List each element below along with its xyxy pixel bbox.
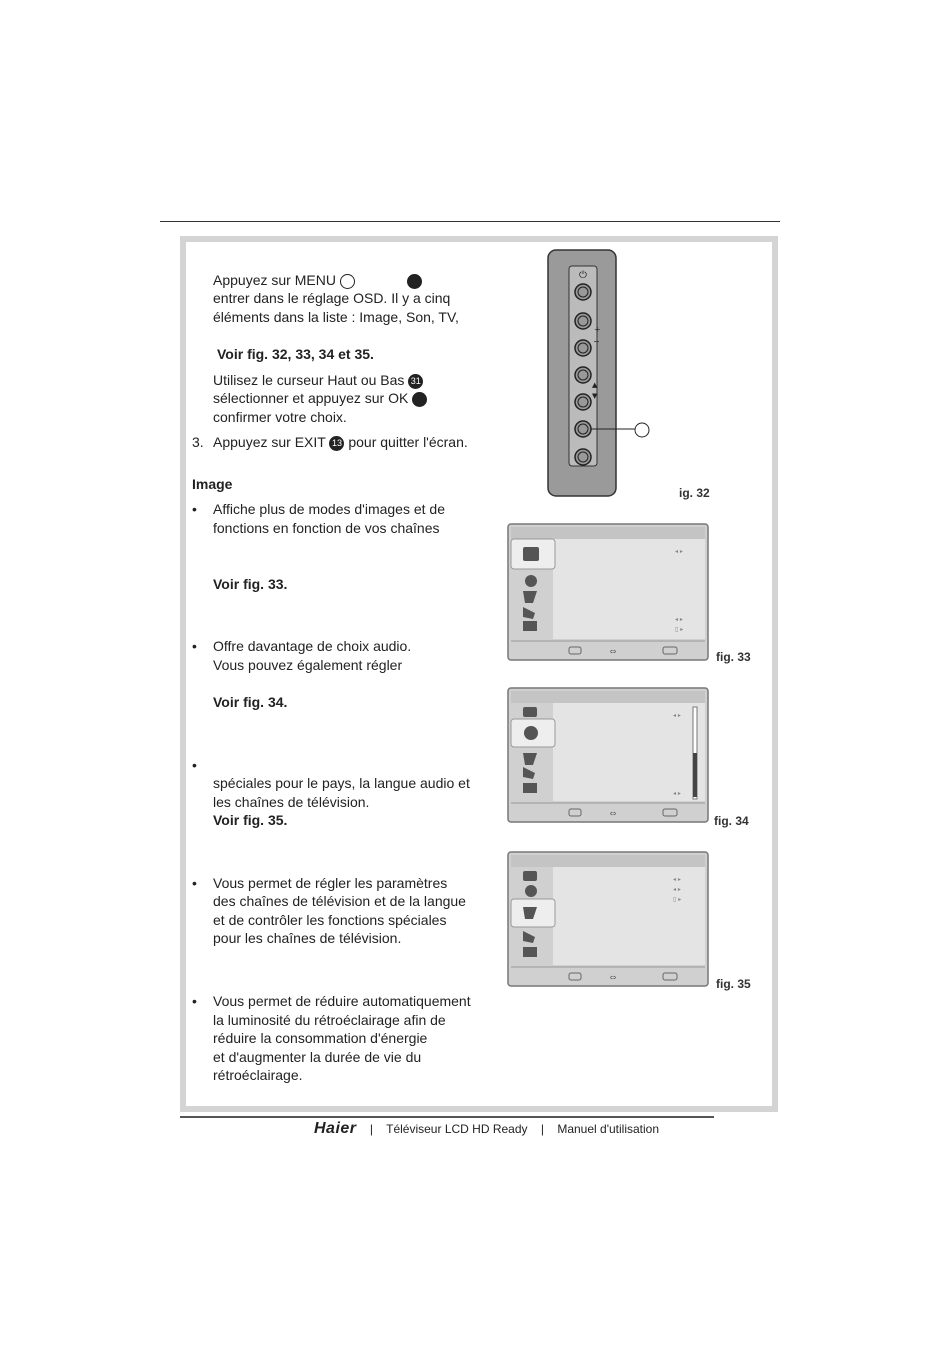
eco-line3: réduire la consommation d'énergie (213, 1030, 428, 1046)
footer-product: Téléviseur LCD HD Ready (386, 1122, 528, 1136)
image-heading: Image (192, 476, 233, 492)
sound-line1: Offre davantage de choix audio. (213, 638, 412, 654)
brand-logo: Haier (314, 1120, 357, 1137)
intro-line3: éléments dans la liste : Image, Son, TV, (213, 309, 459, 325)
svg-text:⇔: ⇔ (609, 973, 617, 982)
fig32-control-panel (540, 246, 660, 502)
svg-text:+: + (594, 325, 601, 334)
ok-button-icon (412, 392, 427, 407)
intro-see-figures: Voir fig. 32, 33, 34 et 35. (217, 346, 374, 362)
svg-text:▯ ▸: ▯ ▸ (673, 896, 682, 903)
sound-line2: Vous pouvez également régler (213, 657, 403, 673)
channel-line2: des chaînes de télévision et de la langue (213, 893, 466, 909)
intro-line1: Appuyez sur MENU (213, 271, 422, 289)
svg-text:◂ ▸: ◂ ▸ (675, 616, 683, 623)
svg-text:−: − (593, 337, 600, 346)
tv-see: Voir fig. 35. (213, 812, 288, 828)
cursor-line1: Utilisez le curseur Haut ou Bas 31 (213, 371, 423, 389)
svg-text:⇔: ⇔ (609, 809, 617, 818)
svg-text:◂ ▸: ◂ ▸ (673, 886, 681, 893)
footer-manual: Manuel d'utilisation (557, 1122, 660, 1136)
fig33-osd-menu (507, 523, 709, 661)
channel-line4: pour les chaînes de télévision. (213, 930, 402, 946)
fig32-label: ig. 32 (679, 486, 710, 500)
svg-text:⇔: ⇔ (609, 647, 617, 656)
eco-line5: rétroéclairage. (213, 1067, 303, 1083)
svg-text:◂ ▸: ◂ ▸ (673, 876, 681, 883)
fig33-label: fig. 33 (716, 650, 751, 664)
sound-see: Voir fig. 34. (213, 694, 288, 710)
footer (314, 1120, 659, 1138)
svg-text:⏻: ⏻ (579, 270, 587, 281)
image-line1: Affiche plus de modes d'images et de (213, 501, 445, 517)
top-rule (160, 221, 780, 222)
sound-bullet: • (192, 638, 197, 654)
eco-bullet: • (192, 993, 197, 1009)
svg-text:◂ ▸: ◂ ▸ (673, 790, 681, 797)
channel-line1: Vous permet de régler les paramètres (213, 875, 448, 891)
eco-line2: la luminosité du rétroéclairage afin de (213, 1012, 446, 1028)
footer-rule (180, 1116, 714, 1118)
fig35-label: fig. 35 (716, 977, 751, 991)
badge-13-icon: 13 (329, 436, 344, 451)
cursor-line3: confirmer votre choix. (213, 409, 347, 425)
image-line2: fonctions en fonction de vos chaînes (213, 520, 440, 536)
eco-line4: et d'augmenter la durée de vie du (213, 1049, 422, 1065)
svg-text:▼: ▼ (592, 392, 598, 400)
fig34-osd-menu (507, 687, 709, 823)
intro-line2: entrer dans le réglage OSD. Il y a cinq (213, 290, 451, 306)
menu-remote-icon (407, 274, 422, 289)
step3-line: Appuyez sur EXIT 13 pour quitter l'écran. (213, 434, 468, 450)
footer-separator: | (369, 1122, 373, 1136)
tv-bullet: • (192, 757, 197, 773)
image-bullet: • (192, 501, 197, 517)
cursor-line2: sélectionner et appuyez sur OK (213, 389, 427, 407)
svg-text:▯ ▸: ▯ ▸ (675, 626, 684, 633)
footer-separator: | (540, 1122, 544, 1136)
svg-text:◂ ▸: ◂ ▸ (675, 548, 683, 555)
tv-line1: spéciales pour le pays, la langue audio et (213, 775, 470, 791)
svg-text:◂ ▸: ◂ ▸ (673, 712, 681, 719)
image-see: Voir fig. 33. (213, 576, 288, 592)
channel-line3: et de contrôler les fonctions spéciales (213, 912, 447, 928)
menu-button-icon (340, 274, 355, 289)
badge-31-icon: 31 (408, 374, 423, 389)
channel-bullet: • (192, 875, 197, 891)
svg-text:▲: ▲ (592, 381, 598, 389)
fig35-osd-menu (507, 851, 709, 987)
eco-line1: Vous permet de réduire automatiquement (213, 993, 471, 1009)
step3-number: 3. (192, 434, 204, 450)
tv-line2: les chaînes de télévision. (213, 794, 370, 810)
fig34-label: fig. 34 (714, 814, 749, 828)
